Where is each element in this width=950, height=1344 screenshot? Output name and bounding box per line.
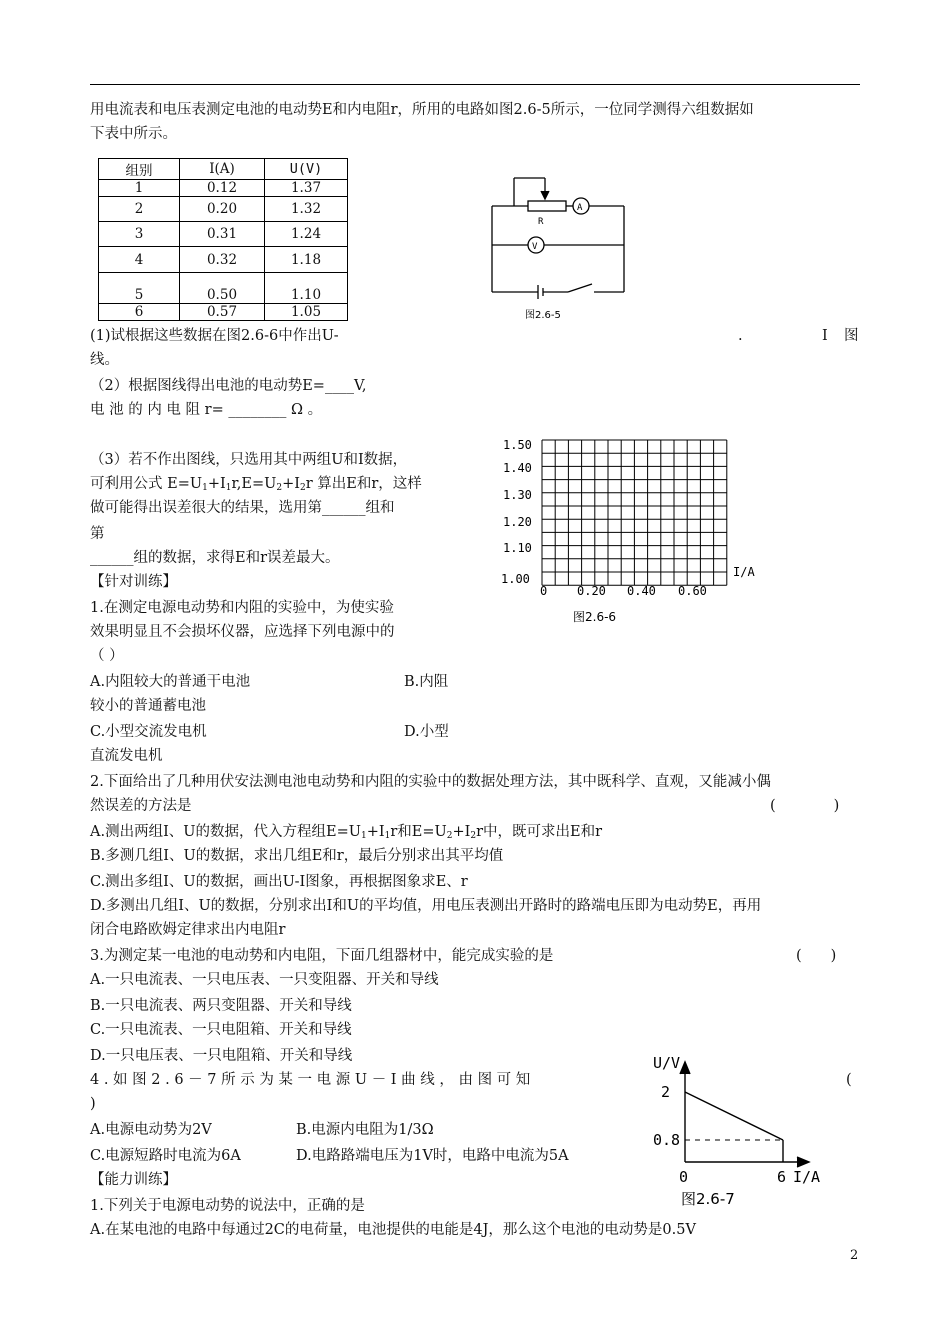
q3-line-1: （3）若不作出图线，只选用其中两组U和I数据， <box>90 452 408 468</box>
q1-tu: 图 <box>844 328 859 344</box>
s2-q1-line: 1.下列关于电源电动势的说法中，正确的是 <box>90 1198 365 1214</box>
s1-q2-paren: ( ) <box>770 798 840 814</box>
s2-q1-option-a: A.在某电池的电路中每通过2C的电荷量，电池提供的电能是4J，那么这个电池的电动势是0.5V <box>90 1222 696 1238</box>
q1-dot: . <box>738 328 743 344</box>
section-title: 【针对训练】 <box>90 574 177 590</box>
grid-figure <box>495 428 775 633</box>
y-tick-label: 1.30 <box>503 488 532 502</box>
table-cell: 3 <box>99 222 180 247</box>
y-top-label: 2 <box>661 1083 671 1101</box>
s1-q4-paren-open: ( <box>846 1072 852 1088</box>
q2-line-1: （2）根据图线得出电池的电动势E=____V, <box>90 378 367 394</box>
table-cell: 1.18 <box>265 247 348 273</box>
x-axis-label: I/A <box>733 565 755 579</box>
table-cell: 1.37 <box>265 180 348 197</box>
resistor-label: R <box>538 217 544 227</box>
table-cell: 1 <box>99 180 180 197</box>
intro-line-2: 下表中所示。 <box>90 126 177 142</box>
x-origin-label: 0 <box>679 1168 689 1186</box>
figure-caption: 图2.6-6 <box>573 610 617 624</box>
s1-q2-option-b: B.多测几组I、U的数据，求出几组E和r，最后分别求出其平均值 <box>90 848 504 864</box>
s1-q3-option-b: B.一只电流表、两只变阻器、开关和导线 <box>90 998 352 1014</box>
table-header: 组别 <box>99 159 180 180</box>
table-cell: 0.57 <box>180 304 265 321</box>
s1-q2-option-d: D.多测出几组I、U的数据，分别求出I和U的平均值，用电压表测出开路时的路端电压即为电动势E，再用 <box>90 898 762 914</box>
x-end-label: 6 <box>777 1168 787 1186</box>
table-cell: 6 <box>99 304 180 321</box>
table-cell: 2 <box>99 197 180 222</box>
x-tick-label: 0.20 <box>577 584 606 598</box>
table-cell: 4 <box>99 247 180 273</box>
y-tick-label: 1.50 <box>503 438 532 452</box>
table-header: I(A) <box>180 159 265 180</box>
s1-q1-line-3: （ ） <box>90 648 124 664</box>
y-tick-label: 1.10 <box>503 541 532 555</box>
s1-q1-line-1: 1.在测定电源电动势和内阻的实验中，为使实验 <box>90 600 394 616</box>
resistor-icon <box>528 201 566 211</box>
s1-q2-line-1: 2.下面给出了几种用伏安法测电池电动势和内阻的实验中的数据处理方法，其中既科学、直观，又能减小偶 <box>90 774 771 790</box>
s1-q2-option-a: A.测出两组I、U的数据，代入方程组$E=U_1+I_1r$和$E=U_2+I_2r$中，既可求出E和r <box>90 824 603 841</box>
s1-q2-option-c: C.测出多组I、U的数据，画出U-I图象，再根据图象求E、r <box>90 874 468 890</box>
s1-q4-paren-close: ) <box>90 1096 96 1112</box>
table-cell: 0.50 <box>180 273 265 304</box>
table-row <box>99 247 348 273</box>
y-mid-label: 0.8 <box>653 1131 681 1149</box>
table-row <box>99 273 348 304</box>
y-tick-label: 1.00 <box>501 572 530 586</box>
s1-q2-option-d-cont: 闭合电路欧姆定律求出内电阻r <box>90 922 286 938</box>
section-title: 【能力训练】 <box>90 1172 177 1188</box>
q3-line-2: 可利用公式 $E=U_1+I_1r,E=U_2+I_2r$ 算出E和r，这样 <box>90 476 422 493</box>
s1-q4-option-a: A.电源电动势为2V <box>90 1122 212 1138</box>
s1-q3-option-a: A.一只电流表、一只电压表、一只变阻器、开关和导线 <box>90 972 439 988</box>
header-rule <box>90 84 860 85</box>
intro-line-1: 用电流表和电压表测定电池的电动势E和内电阻r，所用的电路如图2.6-5所示，一位同学测得六组数据如 <box>90 102 754 118</box>
table-cell: 0.20 <box>180 197 265 222</box>
table-row <box>99 222 348 247</box>
ammeter-label: A <box>577 203 583 213</box>
y-tick-label: 1.20 <box>503 515 532 529</box>
q3-line-5: ______组的数据，求得E和r误差最大。 <box>90 550 340 566</box>
table-cell: 1.24 <box>265 222 348 247</box>
ui-curve-figure <box>645 1048 835 1210</box>
s1-q1-line-2: 效果明显且不会损坏仪器，应选择下列电源中的 <box>90 624 395 640</box>
table-cell: 0.32 <box>180 247 265 273</box>
q3-line-3: 做可能得出误差很大的结果，选用第______组和 <box>90 500 395 516</box>
s1-q4-option-c: C.电源短路时电流为6A <box>90 1148 241 1164</box>
y-axis-label: U/V <box>653 1054 681 1072</box>
q1-line-1: (1)试根据这些数据在图2.6-6中作出U- <box>90 328 339 344</box>
s1-q1-option-c: C.小型交流发电机 <box>90 724 207 740</box>
table-header: U(V) <box>265 159 348 180</box>
s1-q1-option-d-cont: 直流发电机 <box>90 748 163 764</box>
circuit-diagram <box>480 168 640 328</box>
table-row <box>99 197 348 222</box>
table-row <box>99 180 348 197</box>
s1-q1-option-b-cont: 较小的普通蓄电池 <box>90 698 206 714</box>
table-cell: 1.10 <box>265 273 348 304</box>
q2-line-2: 电 池 的 内 电 阻 r= ________ Ω 。 <box>90 402 323 418</box>
table-row <box>99 304 348 321</box>
s1-q3-option-d: D.一只电压表、一只电阻箱、开关和导线 <box>90 1048 353 1064</box>
grid-lines <box>542 440 727 585</box>
table-header-row <box>99 159 348 180</box>
table-cell: 0.31 <box>180 222 265 247</box>
voltmeter-label: V <box>532 242 538 252</box>
s1-q3-paren: ( ) <box>796 948 837 964</box>
x-tick-label: 0.60 <box>678 584 707 598</box>
figure-caption: 图2.6-7 <box>681 1190 735 1208</box>
x-tick-label: 0 <box>540 584 548 598</box>
switch-icon <box>568 284 592 292</box>
s1-q3-option-c: C.一只电流表、一只电阻箱、开关和导线 <box>90 1022 352 1038</box>
s1-q4-line-1: 4 . 如 图 2 . 6 － 7 所 示 为 某 一 电 源 U － I 曲 线 ， 由 图 可 知 <box>90 1072 531 1088</box>
y-tick-label: 1.40 <box>503 461 532 475</box>
x-axis-label: I/A <box>793 1168 821 1186</box>
table-cell: 5 <box>99 273 180 304</box>
table-cell: 1.32 <box>265 197 348 222</box>
ui-line <box>685 1092 783 1140</box>
s1-q4-option-d: D.电路路端电压为1V时，电路中电流为5A <box>296 1148 569 1164</box>
s1-q4-option-b: B.电源内电阻为1/3Ω <box>296 1122 434 1138</box>
data-table <box>98 158 348 321</box>
x-tick-label: 0.40 <box>627 584 656 598</box>
page-number: 2 <box>850 1248 859 1263</box>
s1-q1-option-a: A.内阻较大的普通干电池 <box>90 674 251 690</box>
s1-q2-line-2: 然误差的方法是 <box>90 798 192 814</box>
q3-line-4: 第 <box>90 526 105 542</box>
s1-q1-option-d: D.小型 <box>404 724 449 740</box>
figure-caption: 图2.6-5 <box>525 310 561 321</box>
q1-i: I <box>822 328 828 344</box>
s1-q1-option-b: B.内阻 <box>404 674 449 690</box>
s1-q3-line-1: 3.为测定某一电池的电动势和内电阻，下面几组器材中，能完成实验的是 <box>90 948 554 964</box>
table-cell: 0.12 <box>180 180 265 197</box>
table-cell: 1.05 <box>265 304 348 321</box>
q1-line-2: 线。 <box>90 352 119 368</box>
